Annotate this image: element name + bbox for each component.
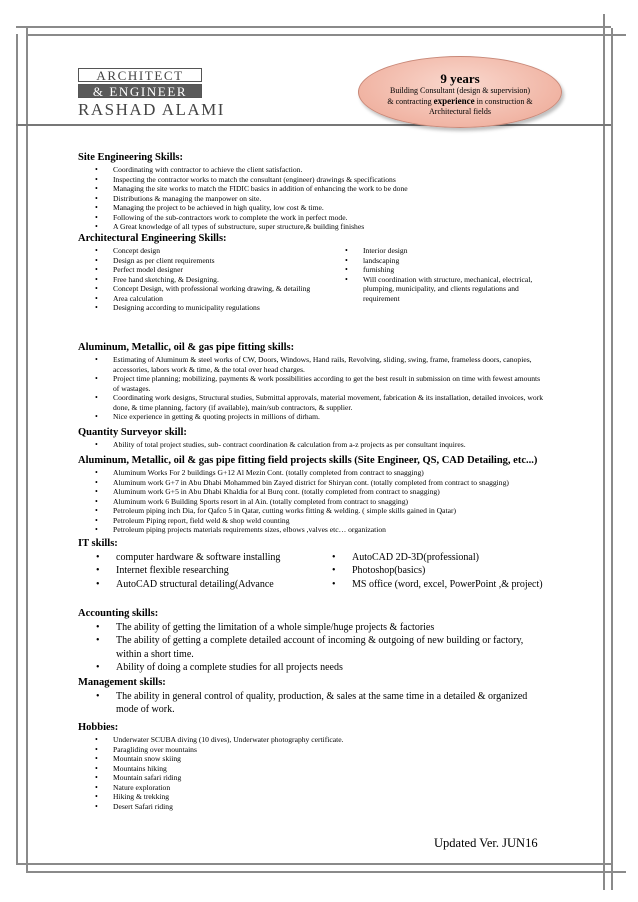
section-title: Hobbies: xyxy=(78,722,119,733)
list-item: • The ability in general control of quality, production, & sales at the same time in a detailed & organized mode of work. xyxy=(78,690,548,717)
section-title: Quantity Surveyor skill: xyxy=(78,427,187,438)
list-item: • Mountain safari riding xyxy=(78,773,548,783)
logo-architect: ARCHITECT xyxy=(78,68,202,82)
list-item: • MS office (word, excel, PowerPoint ,& project) xyxy=(314,578,548,591)
list-item: • AutoCAD 2D-3D(professional) xyxy=(314,551,548,564)
frame-top-line xyxy=(16,26,611,28)
list-item: • The ability of getting the limitation of a whole simple/huge projects & factories xyxy=(78,621,548,634)
bullet-list xyxy=(78,355,548,422)
list-item: • furnishing xyxy=(328,265,548,275)
list-item: • Nature exploration xyxy=(78,783,548,793)
list-item: • Aluminum work G+7 in Abu Dhabi Mohammed bin Zayed district for Shiryan cont. (totally completed from contract to snagging) xyxy=(78,478,548,488)
list-item: • Project time planning; mobilizing, payments & work possibilities according to get the best result in submission on time with fewest amounts of wastages. xyxy=(78,374,548,393)
frame-right-line-2 xyxy=(611,28,613,890)
section-title: IT skills: xyxy=(78,538,118,549)
list-item: • Petroleum piping projects materials requirements sizes, elbows ,valves etc… organization xyxy=(78,525,548,535)
bullet-list xyxy=(78,246,328,313)
bullet-list xyxy=(78,468,548,535)
list-item: • Photoshop(basics) xyxy=(314,564,548,577)
list-item: • Aluminum work G+5 in Abu Dhabi Khaldia for al Burq cont. (totally completed from contract to snagging) xyxy=(78,487,548,497)
list-item: • Concept design xyxy=(78,246,328,256)
frame-bottom-line xyxy=(16,863,611,865)
list-item: • Hiking & trekking xyxy=(78,792,548,802)
frame-left-line-2 xyxy=(16,34,18,864)
list-item: • Free hand sketching, & Designing. xyxy=(78,275,328,285)
list-item: • Design as per client requirements xyxy=(78,256,328,266)
hobbies-section xyxy=(78,722,548,811)
list-item: • Petroleum piping inch Dia, for Qafco 5 in Qatar, cutting works fitting & welding. ( simple skills gained in Qatar) xyxy=(78,506,548,516)
list-item: • Will coordination with structure, mechanical, electrical, plumping, municipality, and clients regulations and requirement xyxy=(328,275,548,304)
list-item: • Managing the project to be achieved in high quality, low cost & time. xyxy=(78,203,548,213)
list-item: • landscaping xyxy=(328,256,548,266)
list-item: • Perfect model designer xyxy=(78,265,328,275)
list-item: • Mountain snow skiing xyxy=(78,754,548,764)
logo-engineer: & ENGINEER xyxy=(78,84,202,98)
two-column-list xyxy=(78,550,548,591)
experience-line2: & contracting experience in construction & xyxy=(387,96,533,106)
section-title: Site Engineering Skills: xyxy=(78,152,184,163)
list-item: • Area calculation xyxy=(78,294,328,304)
list-item: • Estimating of Aluminum & steel works of CW, Doors, Windows, Hand rails, Revolving, sliding, swing, frame, frameless doors, canopies, accessories, labors work & time, & the total over head charges. xyxy=(78,355,548,374)
list-item: • The ability of getting a complete detailed account of incoming & outgoing of new building or factory, within a short time. xyxy=(78,634,548,661)
site-engineering-section xyxy=(78,152,548,232)
list-item: • Managing the site works to match the FIDIC basics in addition of enhancing the work to be done xyxy=(78,184,548,194)
bullet-list xyxy=(314,551,548,591)
quantity-surveyor-section xyxy=(78,427,548,450)
accounting-section xyxy=(78,608,548,675)
list-item: • Coordinating work designs, Structural studies, Submittal approvals, material movement, fabrication & its installation, detailed invoices, work done, & time planning, factory (if available), main/sub contractors, & supplier. xyxy=(78,393,548,412)
bullet-list xyxy=(328,246,548,303)
list-item: • AutoCAD structural detailing(Advance xyxy=(78,578,314,591)
list-item: • Inspecting the contractor works to match the consultant (engineer) drawings & specifications xyxy=(78,175,548,185)
list-item: • Interior design xyxy=(328,246,548,256)
list-item: • Concept Design, with professional working drawing, & detailing xyxy=(78,284,328,294)
list-item: • Ability of doing a complete studies for all projects needs xyxy=(78,661,548,674)
header-rule xyxy=(16,124,611,126)
list-item: • Petroleum Piping report, field weld & shop weld counting xyxy=(78,516,548,526)
frame-top-line-2 xyxy=(26,34,626,36)
list-item: • A Great knowledge of all types of substructure, super structure,& building finishes xyxy=(78,222,548,232)
bullet-list xyxy=(78,621,548,675)
list-item: • Aluminum work 6 Building Sports resort in al Ain. (totally completed from contract to snagging) xyxy=(78,497,548,507)
architectural-section xyxy=(78,233,548,313)
list-item: • Desert Safari riding xyxy=(78,802,548,812)
aluminum-section xyxy=(78,342,548,422)
list-item: • Underwater SCUBA diving (10 dives), Underwater photography certificate. xyxy=(78,735,548,745)
list-item: • Distributions & managing the manpower on site. xyxy=(78,194,548,204)
section-title: Aluminum, Metallic, oil & gas pipe fitting skills: xyxy=(78,342,295,353)
list-item: • Ability of total project studies, sub- contract coordination & calculation from a-z projects as per consultant inquires. xyxy=(78,440,548,450)
it-skills-section xyxy=(78,538,548,591)
frame-bottom-line-2 xyxy=(26,871,626,873)
bullet-list xyxy=(78,551,314,591)
list-item: • Designing according to municipality regulations xyxy=(78,303,328,313)
list-item: • Paragliding over mountains xyxy=(78,745,548,755)
section-title: Aluminum, Metallic, oil & gas pipe fitting field projects skills (Site Engineer, QS, CAD Detailing, etc...) xyxy=(78,455,538,466)
frame-right-line xyxy=(603,14,605,890)
experience-line1: Building Consultant (design & supervision) xyxy=(390,86,530,95)
list-item: • Following of the sub-contractors work to complete the work in perfect mode. xyxy=(78,213,548,223)
list-item: • Coordinating with contractor to achieve the client satisfaction. xyxy=(78,165,548,175)
frame-left-line xyxy=(26,26,28,872)
logo-name: RASHAD ALAMI xyxy=(78,100,225,119)
section-title: Management skills: xyxy=(78,677,166,688)
bullet-list xyxy=(78,165,548,232)
management-section xyxy=(78,677,548,717)
experience-line3: Architectural fields xyxy=(429,107,491,116)
section-title: Architectural Engineering Skills: xyxy=(78,233,227,244)
version-note: Updated Ver. JUN16 xyxy=(434,836,538,850)
list-item: • Nice experience in getting & quoting projects in millions of dirham. xyxy=(78,412,548,422)
section-title: Accounting skills: xyxy=(78,608,159,619)
list-item: • Internet flexible researching xyxy=(78,564,314,577)
bullet-list xyxy=(78,690,548,717)
bullet-list xyxy=(78,440,548,450)
experience-years: 9 years xyxy=(440,71,480,86)
list-item: • Mountains hiking xyxy=(78,764,548,774)
experience-badge xyxy=(358,56,562,128)
list-item: • computer hardware & software installing xyxy=(78,551,314,564)
list-item: • Aluminum Works For 2 buildings G+12 Al Mezin Cont. (totally completed from contract to snagging) xyxy=(78,468,548,478)
field-projects-section xyxy=(78,455,548,535)
bullet-list xyxy=(78,735,548,811)
two-column-list xyxy=(78,245,548,313)
